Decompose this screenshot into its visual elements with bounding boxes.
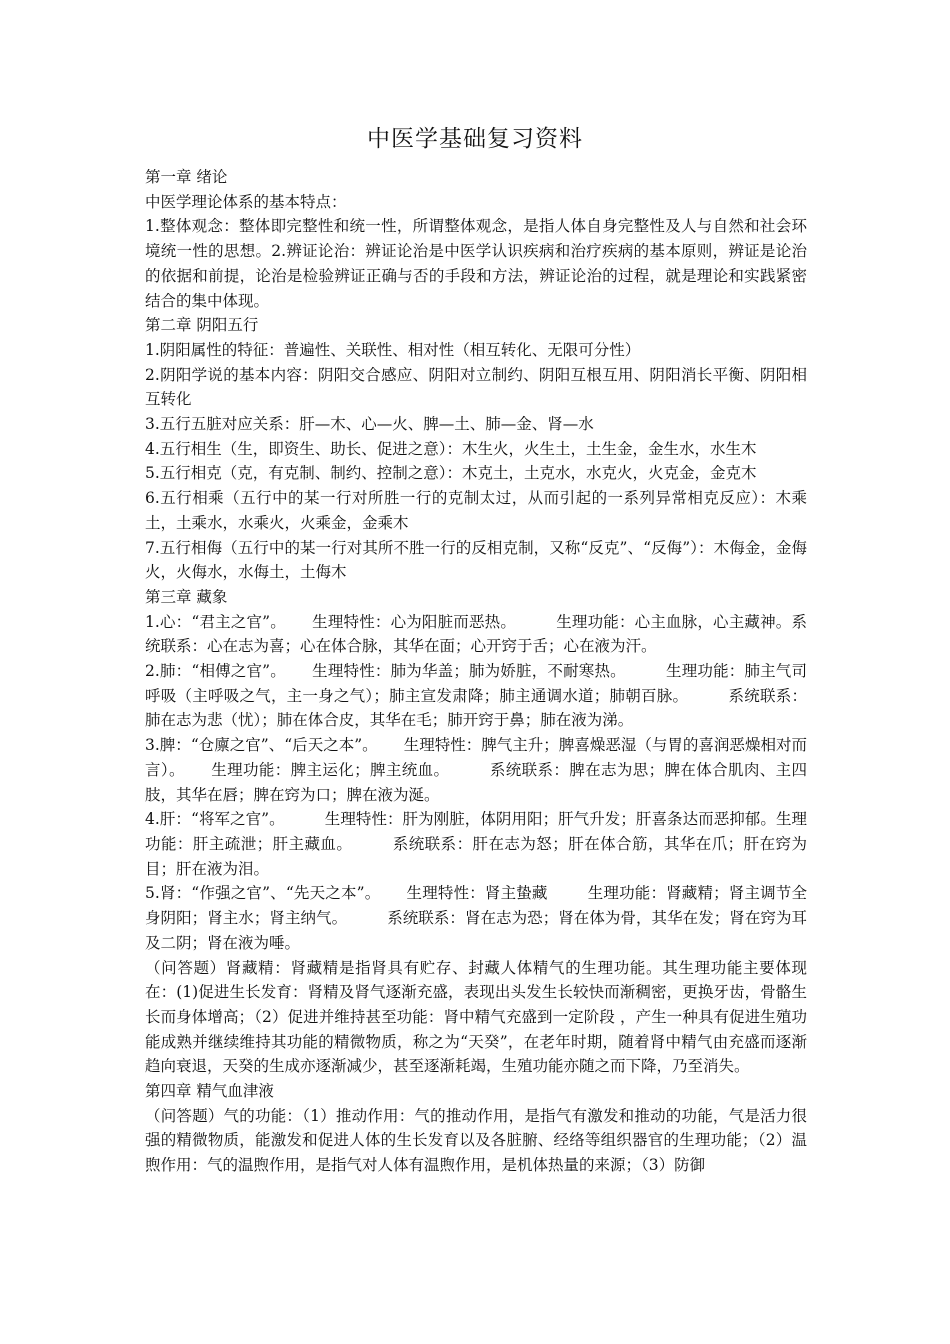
organ-spleen bbox=[145, 733, 807, 807]
lung-traits: 生理特性：肺为华盖；肺为娇脏，不耐寒热。 bbox=[311, 662, 626, 681]
chapter-2-item-2: 2.阴阳学说的基本内容：阴阳交合感应、阴阳对立制约、阴阳互根互用、阴阳消长平衡、阴阳相互转化 bbox=[145, 365, 807, 409]
kidney-functions: 生理功能：肾藏精；肾主调节全身阴阳；肾主水；肾主纳气。 bbox=[145, 884, 807, 928]
chapter-1-heading: 第一章 绪论 bbox=[145, 168, 228, 186]
heart-connections: 系统联系：心在志为喜；心在体合脉，其华在面；心开窍于舌；心在液为汗。 bbox=[145, 612, 807, 656]
chapter-2-item-7: 7.五行相侮（五行中的某一行对其所不胜一行的反相克制，又称“反克”、“反侮”）：木侮金，金侮火，火侮水，水侮土，土侮木 bbox=[145, 538, 807, 582]
lung-title: 2.肺：“相傅之官”。 bbox=[145, 662, 286, 681]
heart-functions: 生理功能：心主血脉，心主藏神。 bbox=[556, 612, 792, 631]
lung-functions: 生理功能：肺主气司呼吸（主呼吸之气，主一身之气）；肺主宣发肃降；肺主通调水道；肺朝百脉。 bbox=[145, 662, 807, 705]
qi-function-question: （问答题）气的功能：（1）推动作用：气的推动作用，是指气有激发和推动的功能，气是活力很强的精微物质，能激发和促进人体的生长发育以及各脏腑、经络等组织器官的生理功能；（2）温煦作用：气的温煦作用，是指气对人体有温煦作用，是机体热量的来源；（3）防御 bbox=[145, 1106, 807, 1175]
kidney-connections: 系统联系：肾在志为恐；肾在体为骨，其华在发；肾在窍为耳及二阴；肾在液为唾。 bbox=[145, 909, 807, 952]
organ-lung bbox=[145, 659, 807, 733]
spleen-connections: 系统联系：脾在志为思；脾在体合肌肉、主四肢，其华在唇；脾在窍为口；脾在液为涎。 bbox=[145, 760, 807, 804]
chapter-2-heading: 第二章 阴阳五行 bbox=[145, 316, 259, 335]
spleen-traits: 生理特性：脾气主升；脾喜燥恶湿（与胃的喜润恶燥相对而言）。 bbox=[145, 736, 807, 779]
heart-title: 1.心：“君主之官”。 bbox=[145, 612, 286, 631]
organ-liver bbox=[145, 807, 807, 881]
chapter-3-heading: 第三章 藏象 bbox=[145, 587, 228, 606]
chapter-1-paragraph: 1.整体观念：整体即完整性和统一性，所谓整体观念，是指人体自身完整性及人与自然和社会环境统一性的思想。2.辨证论治：辨证论治是中医学认识疾病和治疗疾病的基本原则，辨证是论治的依据和前提，论治是检验辨证正确与否的手段和方法，辨证论治的过程，就是理论和实践紧密结合的集中体现。 bbox=[145, 217, 807, 310]
chapter-2-item-5: 5.五行相克（克，有克制、制约、控制之意）：木克土，土克水，水克火，火克金，金克木 bbox=[145, 464, 757, 483]
liver-traits: 生理特性：肝为刚脏，体阴用阳；肝气升发；肝喜条达而恶抑郁。 bbox=[324, 810, 776, 829]
kidney-essence-question: （问答题）肾藏精：肾藏精是指肾具有贮存、封藏人体精气的生理功能。其生理功能主要体现在：(1)促进生长发育：肾精及肾气逐渐充盛，表现出头发生长较快而渐稠密，更换牙齿，骨骼生长而身体增高；（2）促进并维持甚至功能：肾中精气充盛到一定阶段 ，产生一种具有促进生殖功能成熟并继续维持其功能的精微物质，称之为“天癸”，在老年时期，随着肾中精气由充盛而逐渐趋向衰退，天癸的生成亦逐渐减少，甚至逐渐耗竭，生殖功能亦随之而下降，乃至消失。 bbox=[145, 958, 807, 1076]
organ-kidney bbox=[145, 881, 807, 955]
heart-traits: 生理特性：心为阳脏而恶热。 bbox=[311, 612, 517, 631]
spleen-title: 3.脾：“仓廪之官”、“后天之本”。 bbox=[145, 736, 378, 755]
chapter-4-heading: 第四章 精气血津液 bbox=[145, 1082, 274, 1101]
chapter-2-item-1: 1.阴阳属性的特征：普遍性、关联性、相对性（相互转化、无限可分性） bbox=[145, 340, 641, 359]
organ-heart bbox=[145, 610, 807, 659]
liver-functions: 生理功能：肝主疏泄；肝主藏血。 bbox=[145, 810, 807, 853]
spleen-functions: 生理功能：脾主运化；脾主统血。 bbox=[210, 760, 450, 779]
lung-connections: 系统联系：肺在志为悲（忧）；肺在体合皮，其华在毛；肺开窍于鼻；肺在液为涕。 bbox=[145, 686, 807, 730]
kidney-traits: 生理特性：肾主蛰藏 bbox=[406, 884, 548, 903]
chapter-2-item-3: 3.五行五脏对应关系：肝—木、心—火、脾—土、肺—金、肾—水 bbox=[145, 415, 594, 434]
chapter-2-item-4: 4.五行相生（生，即资生、助长、促进之意）：木生火，火生土，土生金，金生水，水生木 bbox=[145, 439, 757, 458]
chapter-1-subheading: 中医学理论体系的基本特点： bbox=[145, 192, 347, 211]
document-body bbox=[145, 165, 807, 1178]
chapter-2-item-6: 6.五行相乘（五行中的某一行对所胜一行的克制太过，从而引起的一系列异常相克反应）：木乘土，土乘水，水乘火，火乘金，金乘木 bbox=[145, 489, 807, 532]
liver-connections: 系统联系：肝在志为怒；肝在体合筋，其华在爪；肝在窍为目；肝在液为泪。 bbox=[145, 834, 807, 878]
liver-title: 4.肝：“将军之官”。 bbox=[145, 810, 285, 829]
kidney-title: 5.肾：“作强之官”、“先天之本”。 bbox=[145, 884, 381, 903]
document-title: 中医学基础复习资料 bbox=[367, 126, 583, 152]
